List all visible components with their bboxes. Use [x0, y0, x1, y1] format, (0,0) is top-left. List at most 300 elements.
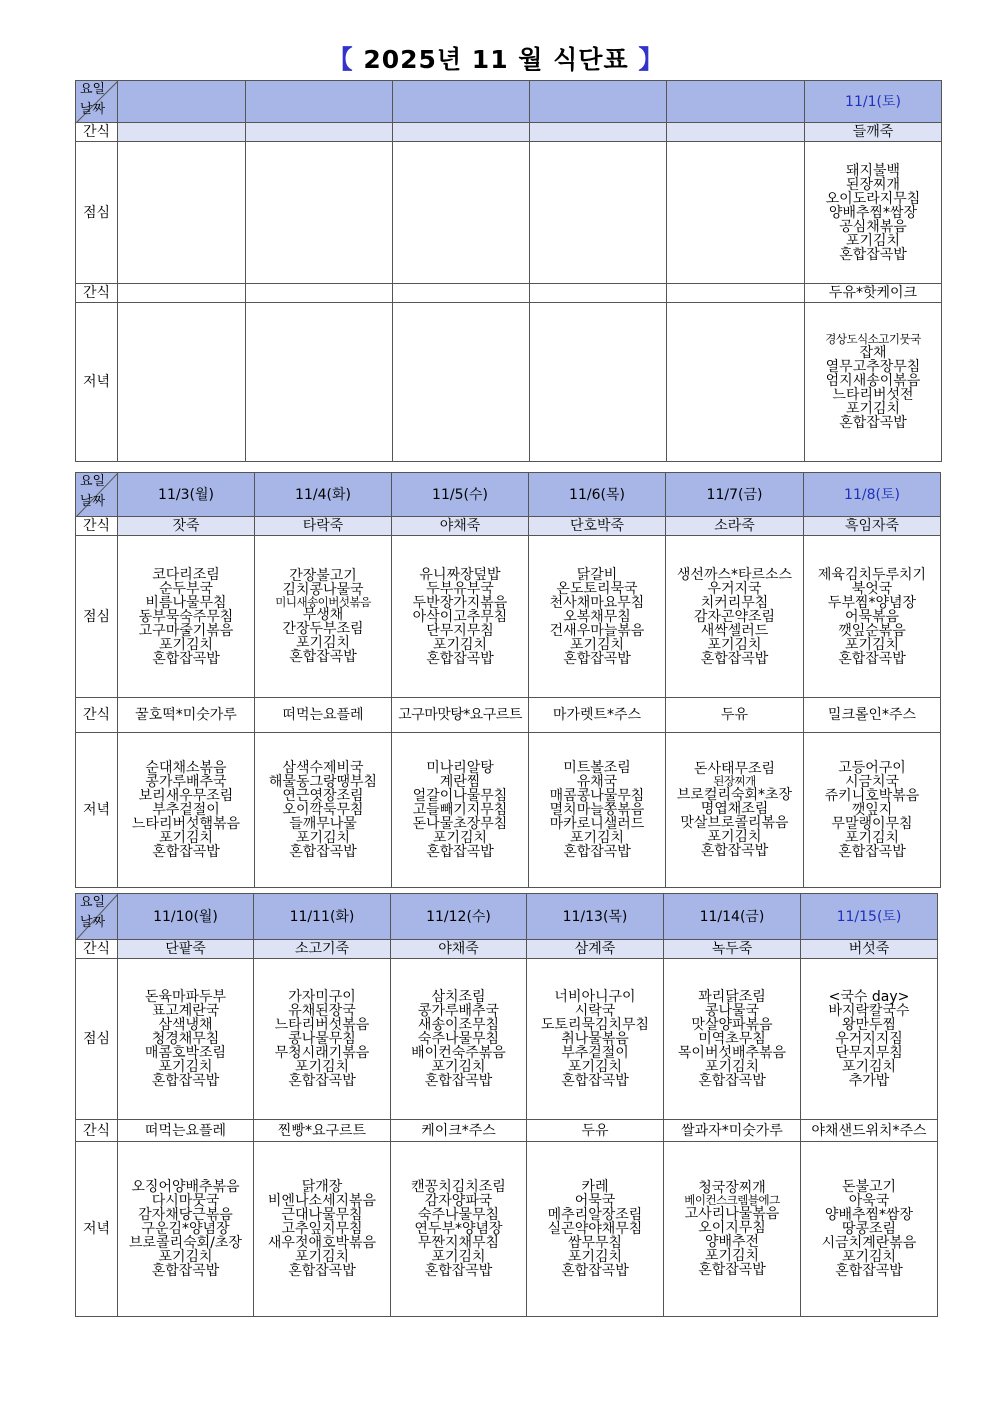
menu-item: 고추잎지무침: [281, 1221, 363, 1237]
menu-item: 삼치조림: [431, 989, 486, 1005]
menu-item: 깻잎순볶음: [838, 622, 906, 639]
menu-item: 비름나물무침: [145, 594, 227, 611]
menu-item: 매콤콩나물무침: [549, 788, 645, 804]
menu-item: 건새우마늘볶음: [549, 622, 645, 639]
menu-item: 맛살브로콜리볶음: [680, 814, 789, 831]
snack-cell: 버섯죽: [801, 940, 938, 959]
menu-item: 감자곤약조림: [693, 608, 776, 625]
menu-item: 취나물볶음: [561, 1031, 629, 1047]
menu-cell: [804, 536, 941, 698]
snack-cell: 고구마맛탕*요구르트: [392, 698, 529, 733]
corner-cell: [76, 473, 118, 517]
corner-cell: [76, 894, 118, 940]
menu-list: [664, 990, 800, 1088]
menu-item: 숙주나물무침: [417, 1031, 500, 1047]
menu-item: 혼합잡곡밥: [563, 650, 631, 667]
snack-cell: 단팥죽: [118, 940, 254, 959]
menu-item: 부추겉절이: [561, 1045, 629, 1061]
day-header: [667, 81, 805, 123]
snack-cell: 밀크롤인*주스: [804, 698, 941, 733]
menu-item: 꽈리닭조림: [698, 989, 766, 1005]
menu-item: 엄지새송이볶음: [825, 372, 921, 389]
menu-item: 된장찌개: [845, 176, 901, 193]
snack-cell: 꿀호떡*미숫가루: [118, 698, 255, 733]
menu-item: 치커리무침: [700, 594, 769, 611]
menu-item: 연근엿장조림: [282, 788, 364, 804]
menu-cell: [392, 536, 529, 698]
snack-cell: [393, 284, 530, 303]
morning-snack-row: [76, 517, 941, 536]
menu-item: 느타리버섯볶음: [274, 1017, 370, 1033]
menu-cell: [118, 733, 255, 888]
menu-item: 아삭이고추무침: [412, 608, 508, 625]
menu-item: 땅콩조림: [841, 1221, 897, 1237]
menu-item: 미역초무침: [698, 1031, 766, 1047]
menu-cell: [255, 733, 392, 888]
row-label: 간식: [76, 123, 118, 142]
menu-item: 시금치계란볶음: [821, 1235, 917, 1251]
menu-cell: [118, 536, 255, 698]
menu-item: 돈나물초장무침: [412, 816, 508, 832]
menu-item: 포기김치: [567, 1249, 623, 1265]
menu-item: 왕만두찜: [841, 1017, 897, 1033]
menu-cell: [805, 303, 942, 462]
menu-item: 양배추전: [704, 1233, 760, 1250]
menu-item: 포기김치: [158, 636, 214, 653]
title-bracket-right: 】: [638, 45, 665, 74]
menu-item: 혼합잡곡밥: [426, 844, 494, 860]
menu-item: 포기김치: [845, 232, 901, 249]
menu-cell: [255, 536, 392, 698]
menu-item: 혼합잡곡밥: [424, 1073, 493, 1089]
header-row: [76, 894, 938, 940]
menu-cell: [527, 959, 664, 1120]
menu-item: 포기김치: [158, 1059, 213, 1075]
row-label: 점심: [76, 959, 118, 1120]
snack-cell: 쌀과자*미숫가루: [664, 1120, 801, 1142]
menu-cell: [118, 142, 246, 284]
menu-cell: [530, 142, 667, 284]
row-label: 점심: [76, 142, 118, 284]
menu-cell: [805, 142, 942, 284]
day-header: [246, 81, 393, 123]
menu-cell: [801, 1142, 938, 1317]
menu-item: 오이도라지무침: [825, 190, 921, 207]
menu-cell: [529, 536, 666, 698]
menu-list: [118, 990, 253, 1088]
menu-list: [254, 1180, 390, 1278]
menu-item: 오이깍둑무침: [282, 802, 364, 818]
menu-item: 생선까스*타르소스: [676, 566, 793, 583]
day-header: 11/5(수): [392, 473, 529, 517]
day-header: 11/15(토): [801, 894, 938, 940]
menu-list: [666, 568, 803, 666]
menu-list: [118, 568, 254, 666]
corner-weekday-label: 요일: [80, 82, 106, 97]
snack-cell: 소라죽: [666, 517, 804, 536]
menu-item: 가자미구이: [288, 989, 356, 1005]
dinner-row: [76, 733, 941, 888]
week-table-1: [75, 80, 942, 462]
menu-item: 혼합잡곡밥: [698, 1261, 766, 1278]
menu-cell: [392, 733, 529, 888]
menu-item: 두반장가지볶음: [412, 594, 508, 611]
menu-cell: [118, 1142, 254, 1317]
menu-cell: [246, 303, 393, 462]
corner-date-label: 날짜: [80, 494, 106, 509]
menu-item: 삼색수제비국: [282, 760, 364, 776]
menu-item: 포기김치: [704, 1059, 760, 1075]
menu-list: [255, 761, 391, 859]
day-header: 11/13(목): [527, 894, 664, 940]
day-header: 11/6(목): [529, 473, 666, 517]
menu-item: 깻잎지: [851, 802, 893, 818]
menu-item: 무생채: [302, 607, 344, 624]
menu-item: 포기김치: [841, 1059, 897, 1075]
menu-item: 포기김치: [844, 636, 900, 653]
day-header: [118, 81, 246, 123]
menu-list: [804, 761, 940, 859]
menu-item: 브로컬리숙회*초장: [676, 786, 793, 803]
menu-cell: [667, 303, 805, 462]
menu-item: 혼합잡곡밥: [152, 650, 220, 667]
day-header: 11/8(토): [804, 473, 941, 517]
menu-item: 두부찜*양념장: [827, 594, 917, 611]
menu-cell: [391, 1142, 527, 1317]
menu-item: 시락국: [574, 1003, 616, 1019]
snack-cell: 케이크*주스: [391, 1120, 527, 1142]
menu-item: 포기김치: [431, 1059, 486, 1075]
menu-item: 무짠지채무침: [417, 1235, 500, 1251]
menu-item: <국수 day>: [828, 989, 910, 1005]
menu-item: 미트볼조림: [563, 760, 631, 776]
menu-item: 새우젓애호박볶음: [267, 1235, 377, 1251]
row-label: 점심: [76, 536, 118, 698]
snack-cell: 야채샌드위치*주스: [801, 1120, 938, 1142]
menu-item: 돈불고기: [841, 1179, 897, 1195]
title-text: 2025년 11 월 식단표: [363, 45, 629, 74]
menu-item: 명엽채조림: [700, 800, 769, 817]
menu-item: 공심채볶음: [839, 218, 907, 235]
menu-item: 추가밥: [848, 1073, 890, 1089]
menu-item: 혼합잡곡밥: [561, 1073, 629, 1089]
row-label: 간식: [76, 284, 118, 303]
menu-item: 포기김치: [158, 1249, 213, 1265]
day-header: 11/4(화): [255, 473, 392, 517]
menu-cell: [391, 959, 527, 1120]
menu-item: 근대나물무침: [281, 1207, 363, 1223]
menu-list: [254, 990, 390, 1088]
menu-list: [255, 569, 391, 665]
snack-cell: 삼계죽: [527, 940, 664, 959]
menu-item: 메추리알장조림: [547, 1207, 643, 1223]
lunch-row: [76, 536, 941, 698]
menu-item: 두부유부국: [426, 580, 494, 597]
menu-item: 코다리조림: [152, 566, 220, 583]
menu-item: 오이지무침: [698, 1219, 766, 1236]
day-header: 11/14(금): [664, 894, 801, 940]
menu-cell: [254, 959, 391, 1120]
menu-item: 유니짜장덮밥: [419, 566, 501, 583]
afternoon-snack-row: [76, 698, 941, 733]
menu-cell: [664, 1142, 801, 1317]
lunch-row: [76, 959, 938, 1120]
menu-item: 혼합잡곡밥: [839, 414, 907, 431]
menu-item: 무말랭이무침: [831, 816, 913, 832]
menu-cell: [529, 733, 666, 888]
menu-item: 포기김치: [295, 635, 351, 652]
header-row: [76, 81, 942, 123]
snack-cell: 마가렛트*주스: [529, 698, 666, 733]
menu-list: [666, 762, 803, 858]
menu-item: 감자채당근볶음: [138, 1207, 233, 1223]
menu-item: 청국장찌개: [698, 1180, 766, 1197]
corner-cell: [76, 81, 118, 123]
menu-list: [801, 990, 937, 1088]
menu-cell: [530, 303, 667, 462]
header-row: [76, 473, 941, 517]
menu-item: 연두부*양념장: [414, 1221, 503, 1237]
day-header: 11/11(화): [254, 894, 391, 940]
menu-item: 단무지무침: [835, 1045, 903, 1061]
menu-list: [391, 990, 526, 1088]
menu-item: 양배추찜*쌈장: [824, 1207, 914, 1223]
menu-item: 쥬키니호박볶음: [824, 788, 920, 804]
menu-list: [118, 1180, 253, 1278]
menu-item: 콩나물국: [704, 1003, 760, 1019]
menu-item: 포기김치: [432, 636, 488, 653]
menu-item: 돈사태무조림: [693, 761, 776, 778]
menu-item: 포기김치: [704, 1247, 760, 1264]
menu-cell: [393, 142, 530, 284]
day-header: 11/1(토): [805, 81, 942, 123]
snack-cell: 야채죽: [392, 517, 529, 536]
day-header: 11/10(월): [118, 894, 254, 940]
menu-item: 혼합잡곡밥: [152, 844, 220, 860]
menu-item: 경상도식소고기뭇국: [825, 332, 921, 347]
menu-cell: [801, 959, 938, 1120]
dinner-row: [76, 303, 942, 462]
menu-list: [118, 761, 254, 859]
snack-cell: [530, 123, 667, 142]
menu-item: 포기김치: [707, 828, 762, 845]
menu-list: [392, 568, 528, 666]
menu-item: 혼합잡곡밥: [839, 246, 907, 263]
menu-item: 바지락칼국수: [828, 1003, 910, 1019]
afternoon-snack-row: [76, 284, 942, 303]
menu-item: 콩가루배추국: [145, 774, 227, 790]
menu-item: 너비아니구이: [554, 989, 636, 1005]
snack-cell: [667, 123, 805, 142]
menu-item: 아욱국: [848, 1193, 890, 1209]
menu-item: 북엇국: [851, 580, 893, 597]
menu-cell: [667, 142, 805, 284]
menu-item: 미니새송이버섯볶음: [275, 594, 371, 609]
menu-item: 혼합잡곡밥: [700, 842, 769, 859]
menu-item: 혼합잡곡밥: [151, 1073, 220, 1089]
corner-date-label: 날짜: [80, 915, 106, 930]
menu-item: 우거지지짐: [835, 1031, 903, 1047]
menu-cell: [666, 536, 804, 698]
menu-item: 맛살양파볶음: [691, 1017, 773, 1033]
row-label: 간식: [76, 940, 118, 959]
menu-list: [804, 568, 940, 666]
menu-item: 브로콜리숙회/초장: [129, 1235, 242, 1251]
row-label: 간식: [76, 698, 118, 733]
snack-cell: 두유: [666, 698, 804, 733]
row-label: 간식: [76, 517, 118, 536]
menu-item: 오징어양배추볶음: [131, 1179, 240, 1195]
menu-item: 포기김치: [294, 1249, 350, 1265]
title-bracket-left: 【: [327, 45, 354, 74]
menu-item: 혼합잡곡밥: [698, 1073, 766, 1089]
menu-item: 쌈무무침: [567, 1235, 623, 1251]
menu-item: 들깨무나물: [289, 816, 357, 832]
menu-item: 부추겉절이: [152, 802, 220, 818]
menu-item: 콩가루배추국: [417, 1003, 500, 1019]
week-table-3: [75, 893, 938, 1317]
menu-item: 고구마줄기볶음: [138, 622, 234, 639]
corner-weekday-label: 요일: [80, 474, 106, 489]
menu-item: 혼합잡곡밥: [288, 1263, 356, 1279]
menu-item: 어묵볶음: [844, 608, 900, 625]
menu-item: 새싹셀러드: [700, 622, 769, 639]
menu-item: 혼합잡곡밥: [288, 1073, 356, 1089]
menu-cell: [246, 142, 393, 284]
menu-item: 돼지불백: [845, 162, 901, 179]
menu-item: 열무고추장무침: [825, 358, 921, 375]
menu-item: 얼갈이나물무침: [412, 788, 508, 804]
menu-list: [527, 1180, 663, 1278]
menu-item: 혼합잡곡밥: [289, 844, 357, 860]
row-label: 저녁: [76, 303, 118, 462]
menu-item: 간장불고기: [289, 567, 357, 584]
menu-item: 혼합잡곡밥: [561, 1263, 629, 1279]
menu-item: 고들빼기지무침: [412, 802, 508, 818]
menu-item: 혼합잡곡밥: [426, 650, 494, 667]
snack-cell: [246, 284, 393, 303]
row-label: 간식: [76, 1120, 118, 1142]
snack-cell: [393, 123, 530, 142]
menu-item: 닭갈비: [576, 566, 618, 583]
row-label: 저녁: [76, 733, 118, 888]
menu-item: 순대채소볶음: [145, 760, 227, 776]
menu-cell: [118, 959, 254, 1120]
menu-list: [391, 1180, 526, 1278]
menu-list: [392, 761, 528, 859]
menu-cell: [393, 303, 530, 462]
menu-item: 포기김치: [707, 636, 762, 653]
menu-list: [529, 761, 665, 859]
dinner-row: [76, 1142, 938, 1317]
menu-item: 매콤호박조림: [144, 1045, 227, 1061]
morning-snack-row: [76, 123, 942, 142]
menu-item: 시금치국: [844, 774, 900, 790]
menu-item: 어묵국: [574, 1193, 616, 1209]
menu-item: 콩나물무침: [288, 1031, 356, 1047]
menu-item: 새송이조무침: [417, 1017, 500, 1033]
menu-item: 감자양파국: [424, 1193, 493, 1209]
menu-item: 잡채: [859, 344, 887, 361]
menu-item: 고사리나물볶음: [684, 1205, 780, 1222]
day-header: [530, 81, 667, 123]
menu-item: 카레: [581, 1179, 609, 1195]
snack-cell: 야채죽: [391, 940, 527, 959]
menu-item: 포기김치: [295, 830, 351, 846]
menu-item: 오복채무침: [563, 608, 631, 625]
menu-cell: [527, 1142, 664, 1317]
menu-item: 혼합잡곡밥: [563, 844, 631, 860]
menu-item: 숙주나물무침: [417, 1207, 500, 1223]
week-table-2: [75, 472, 941, 888]
menu-cell: [254, 1142, 391, 1317]
menu-item: 간장두부조림: [282, 621, 364, 638]
corner-weekday-label: 요일: [80, 895, 106, 910]
menu-item: 느타리버섯햄볶음: [131, 816, 241, 832]
snack-cell: 떠먹는요플레: [118, 1120, 254, 1142]
corner-date-label: 날짜: [80, 102, 106, 117]
menu-item: 양배추찜*쌈장: [828, 204, 918, 221]
menu-item: 혼합잡곡밥: [424, 1263, 493, 1279]
snack-cell: [530, 284, 667, 303]
menu-item: 온도토리묵국: [556, 580, 638, 597]
menu-item: 마카로니샐러드: [549, 816, 645, 832]
menu-cell: [118, 303, 246, 462]
menu-item: 미나리알탕: [426, 760, 494, 776]
morning-snack-row: [76, 940, 938, 959]
menu-item: 포기김치: [431, 1249, 486, 1265]
menu-item: 혼합잡곡밥: [838, 844, 906, 860]
menu-item: 혼합잡곡밥: [151, 1263, 220, 1279]
menu-list: [801, 1180, 937, 1278]
menu-item: 천사채마요무침: [549, 594, 645, 611]
snack-cell: 찐빵*요구르트: [254, 1120, 391, 1142]
menu-item: 멸치마늘쫑볶음: [549, 802, 645, 818]
menu-list: [527, 990, 663, 1088]
menu-item: 혼합잡곡밥: [835, 1263, 903, 1279]
menu-item: 보리새우무조림: [138, 788, 234, 804]
snack-cell: [246, 123, 393, 142]
menu-item: 해물동그랑땡부침: [268, 774, 378, 790]
snack-cell: 두유: [527, 1120, 664, 1142]
menu-item: 혼합잡곡밥: [700, 650, 769, 667]
menu-item: 닭개장: [301, 1179, 343, 1195]
menu-item: 캔꽁치김치조림: [411, 1179, 506, 1195]
menu-item: 동부묵숙주무침: [138, 608, 234, 625]
menu-item: 단무지무침: [426, 622, 494, 639]
menu-cell: [666, 733, 804, 888]
menu-item: 포기김치: [569, 636, 625, 653]
menu-item: 된장찌개: [713, 774, 756, 789]
menu-item: 우거지국: [707, 580, 762, 597]
snack-cell: [667, 284, 805, 303]
snack-cell: 떠먹는요플레: [255, 698, 392, 733]
menu-list: [664, 1181, 800, 1277]
menu-item: 무청시래기볶음: [274, 1045, 370, 1061]
snack-cell: 단호박죽: [529, 517, 666, 536]
snack-cell: 소고기죽: [254, 940, 391, 959]
menu-item: 포기김치: [845, 400, 901, 417]
menu-item: 포기김치: [844, 830, 900, 846]
menu-item: 느타리버섯전: [832, 386, 914, 403]
menu-item: 포기김치: [294, 1059, 350, 1075]
menu-item: 유채된장국: [288, 1003, 356, 1019]
menu-item: 돈육마파두부: [144, 989, 227, 1005]
snack-cell: [118, 284, 246, 303]
menu-item: 베이컨스크렘블에그: [684, 1193, 780, 1208]
day-header: [393, 81, 530, 123]
menu-item: 포기김치: [567, 1059, 623, 1075]
